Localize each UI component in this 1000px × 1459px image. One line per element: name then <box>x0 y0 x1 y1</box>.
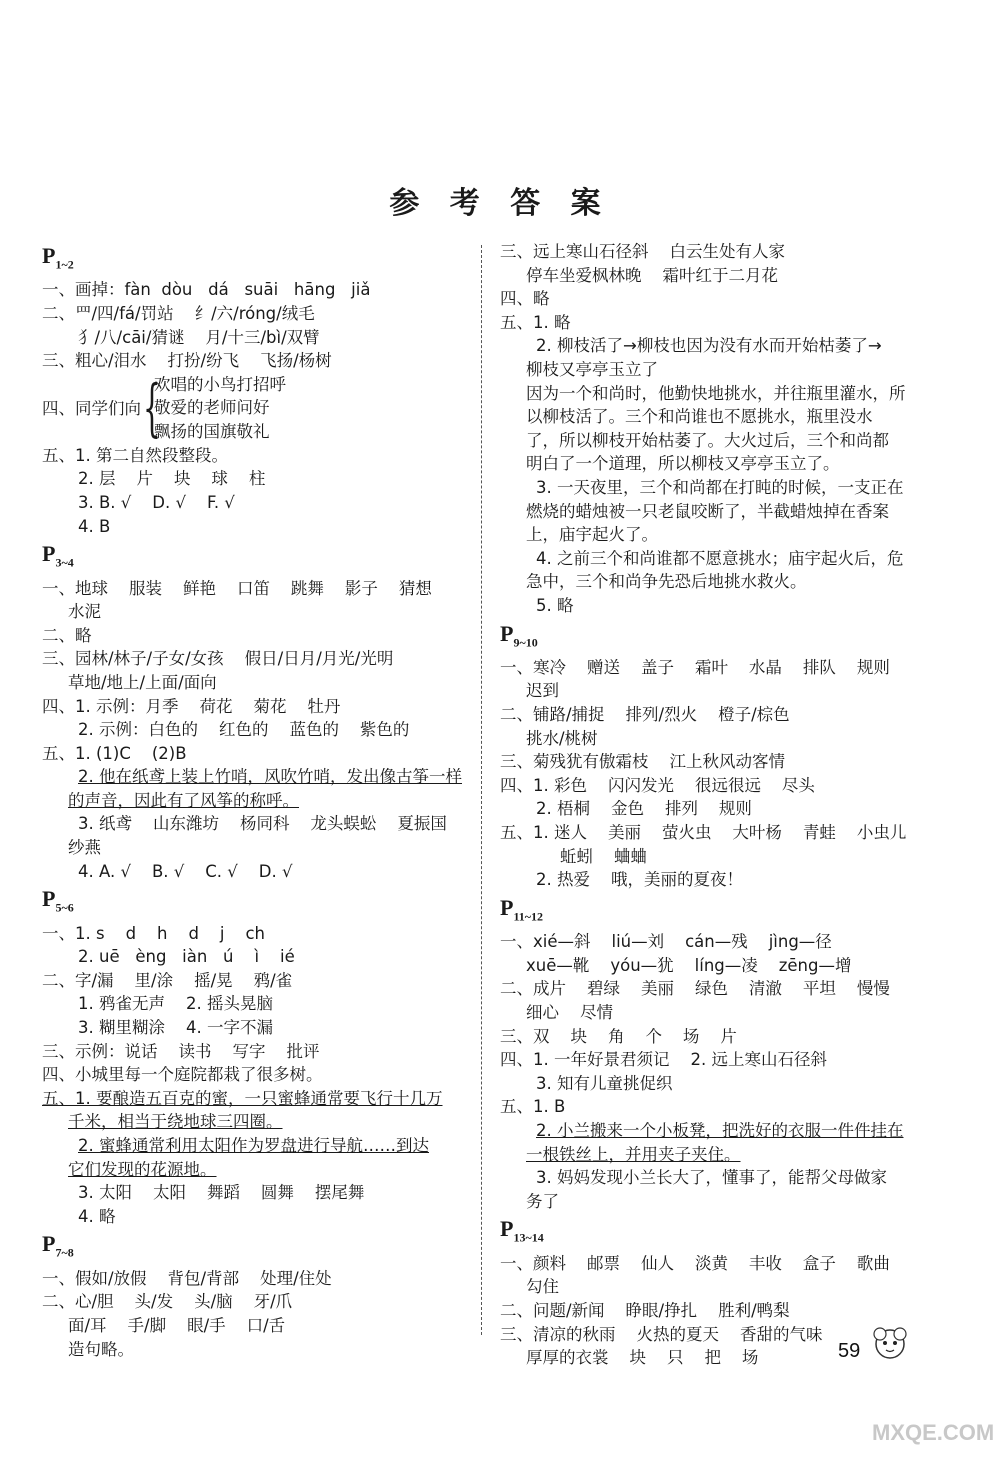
answer-line: 一、假如/放假 背包/背部 处理/住处 <box>42 1268 332 1288</box>
answer-line: 一、颜料 邮票 仙人 淡黄 丰收 盒子 歌曲 <box>500 1253 890 1273</box>
brace-items <box>154 373 286 444</box>
answer-line: 5. 略 <box>536 595 574 615</box>
answer-line: 一、地球 服装 鲜艳 口笛 跳舞 影子 猜想 <box>42 578 432 598</box>
answer-line: 三、粗心/泪水 打扮/纷飞 飞扬/杨树 <box>42 351 332 371</box>
answer-line: 五、1. 略 <box>500 312 571 332</box>
answer-line: 2. 示例：白色的 红色的 蓝色的 紫色的 <box>78 720 410 740</box>
answer-line: 三、菊残犹有傲霜枝 江上秋风动客情 <box>500 752 785 772</box>
answer-line: 五、1. 迷人 美丽 萤火虫 大叶杨 青蛙 小虫儿 <box>500 823 907 843</box>
answer-line: 三、示例：说话 读书 写字 批评 <box>42 1041 320 1061</box>
page-number: 59 <box>838 1340 861 1362</box>
answer-line: 二、罒/四/fá/罚站 纟/六/róng/绒毛 <box>42 303 315 323</box>
answer-line: 2. 蜜蜂通常利用太阳作为罗盘进行导航……到达 <box>78 1135 429 1155</box>
answer-line: 四、1. 彩色 闪闪发光 很远很远 尽头 <box>500 775 815 795</box>
answer-line: 二、成片 碧绿 美丽 绿色 清澈 平坦 慢慢 <box>500 979 890 999</box>
section-heading-p13: $P_{13\sim 14}$ <box>500 1216 544 1245</box>
column-divider <box>481 245 482 1335</box>
answer-line: 二、心/胆 头/发 头/脑 牙/爪 <box>42 1292 293 1312</box>
answer-line: 急中，三个和尚争先恐后地挑水救火。 <box>526 572 807 592</box>
answer-line: 务了 <box>526 1191 559 1211</box>
answer-line: 明白了一个道理，所以柳枝又亭亭玉立了。 <box>526 454 840 474</box>
answer-line: 三、清凉的秋雨 火热的夏天 香甜的气味 <box>500 1324 823 1344</box>
answer-line: 三、园林/林子/子女/女孩 假日/日月/月光/光明 <box>42 649 394 669</box>
answer-line: 一、xié—斜 liú—刘 cán—残 jìng—径 <box>500 932 832 952</box>
answer-line: 二、问题/新闻 睁眼/挣扎 胜利/鸭梨 <box>500 1300 790 1320</box>
answer-line: 犭/八/cāi/猜谜 月/十三/bì/双臂 <box>78 327 320 347</box>
answer-line: 一、1. s d h d j ch <box>42 923 265 943</box>
section-heading-p11: $P_{11\sim 12}$ <box>500 894 544 924</box>
answer-line: 以柳枝活了。三个和尚谁也不愿挑水，瓶里没水 <box>526 407 873 427</box>
page-title: 参 考 答 案 <box>389 186 611 221</box>
answer-line: 三、双 块 角 个 场 片 <box>500 1026 737 1046</box>
answer-line: 因为一个和尚时，他勤快地挑水，并往瓶里灌水，所 <box>526 383 906 403</box>
section-heading-p1: $P_{1\sim 2}$ <box>42 243 74 272</box>
answer-line: 2. 柳枝活了→柳枝也因为没有水而开始枯萎了→ <box>536 336 882 356</box>
brace-group <box>42 370 462 444</box>
answer-line: 二、略 <box>42 625 92 645</box>
answer-line: 五、1. B <box>500 1097 566 1117</box>
answer-line: 纱燕 <box>68 838 101 858</box>
answer-line: 3. 纸鸢 山东潍坊 杨同科 龙头蜈蚣 夏振国 <box>78 814 447 834</box>
answer-line: 停车坐爱枫林晚 霜叶红于二月花 <box>526 265 778 285</box>
answer-line: 4. B <box>78 516 111 536</box>
answer-line: 迟到 <box>526 681 559 701</box>
answer-line: 五、1. 要酿造五百克的蜜，一只蜜蜂通常要飞行十几万 <box>42 1088 443 1108</box>
answer-line: 3. B. √ D. √ F. √ <box>78 492 235 512</box>
answer-line: 2. 梧桐 金色 排列 规则 <box>536 799 752 819</box>
answer-line: 三、远上寒山石径斜 白云生处有人家 <box>500 242 785 261</box>
answer-line: 四、1. 示例：月季 荷花 菊花 牡丹 <box>42 696 341 716</box>
answer-line: 它们发现的花源地。 <box>68 1159 217 1179</box>
answer-line: 勾住 <box>526 1277 559 1297</box>
answer-line: 4. A. √ B. √ C. √ D. √ <box>78 861 293 881</box>
answer-line: 蚯蚓 蛐蛐 <box>560 846 647 866</box>
section-heading-p7: $P_{7\sim 8}$ <box>42 1231 74 1260</box>
answer-line: 3. 太阳 太阳 舞蹈 圆舞 摆尾舞 <box>78 1183 365 1203</box>
answer-line: 4. 略 <box>78 1206 116 1226</box>
answer-line: 五、1. 第二自然段整段。 <box>42 445 228 465</box>
section-heading-p5: $P_{5\sim 6}$ <box>42 886 74 915</box>
answer-line: 一根铁丝上，并用夹子夹住。 <box>526 1144 741 1164</box>
answer-line: 1. 鸦雀无声 2. 摇头晃脑 <box>78 994 273 1014</box>
section-heading-p9: $P_{9\sim 10}$ <box>500 620 538 649</box>
answer-line: 五、1. (1)C (2)B <box>42 743 187 763</box>
answer-line: 水泥 <box>68 602 101 622</box>
section-heading-p3: $P_{3\sim 4}$ <box>42 541 74 570</box>
answer-line: 四、1. 一年好景君须记 2. 远上寒山石径斜 <box>500 1050 827 1070</box>
answer-line: 挑水/桃树 <box>526 728 598 748</box>
answer-line: 2. 他在纸鸢上装上竹哨，风吹竹哨，发出像古筝一样 <box>78 767 462 787</box>
answer-line: 四、小城里每一个庭院都栽了很多树。 <box>42 1065 323 1085</box>
answer-line: 了，所以柳枝开始枯萎了。大火过后，三个和尚都 <box>526 430 889 450</box>
answer-line: 二、字/漏 里/涂 摇/晃 鸦/雀 <box>42 970 293 990</box>
answer-line: 2. 热爱 哦，美丽的夏夜！ <box>536 870 743 890</box>
answer-line: 3. 妈妈发现小兰长大了，懂事了，能帮父母做家 <box>536 1168 887 1188</box>
answer-line: 面/耳 手/脚 眼/手 口/舌 <box>68 1315 286 1335</box>
answer-line: 2. uē èng iàn ú ì ié <box>78 947 295 967</box>
answer-line: 的声音，因此有了风筝的称呼。 <box>68 790 299 810</box>
answer-line: 2. 小兰搬来一个小板凳，把洗好的衣服一件件挂在 <box>536 1120 904 1140</box>
brace-icon: { <box>143 370 161 444</box>
answer-line: 二、铺路/捕捉 排列/烈火 橙子/棕色 <box>500 705 790 725</box>
answer-line: 3. 知有儿童挑促织 <box>536 1073 673 1093</box>
answer-line: 一、画掉：fàn dòu dá suāi hāng jiǎ <box>42 280 371 300</box>
brace-lead: 四、同学们向 <box>42 398 141 418</box>
answer-line: 3. 糊里糊涂 4. 一字不漏 <box>78 1018 273 1038</box>
answer-line: 燃烧的蜡烛被一只老鼠咬断了，半截蜡烛掉在香案 <box>526 501 889 521</box>
answer-line: 4. 之前三个和尚谁都不愿意挑水；庙宇起火后，危 <box>536 548 904 568</box>
answer-line: 一、寒冷 赠送 盖子 霜叶 水晶 排队 规则 <box>500 657 890 677</box>
answer-line: 上，庙宇起火了。 <box>526 525 658 545</box>
answer-line: 2. 层 片 块 球 柱 <box>78 469 266 489</box>
answer-line: 厚厚的衣裳 块 只 把 场 <box>526 1348 759 1368</box>
answer-line: 3. 一天夜里，三个和尚都在打盹的时候，一支正在 <box>536 477 904 497</box>
sheep-mascot-icon <box>866 1322 914 1368</box>
answer-line: 草地/地上/上面/面向 <box>68 672 217 692</box>
left-column <box>42 240 462 1361</box>
brace-item: 飘扬的国旗敬礼 <box>154 421 270 441</box>
watermark: MXQE.COM <box>872 1420 995 1445</box>
answer-line: xuē—靴 yóu—犹 líng—凌 zēng—增 <box>526 955 852 975</box>
answer-line: 造句略。 <box>68 1339 134 1359</box>
right-column <box>500 240 920 1370</box>
answer-line: 四、略 <box>500 289 550 309</box>
answer-line: 柳枝又亭亭玉立了 <box>526 359 658 379</box>
answer-line: 细心 尽情 <box>526 1003 613 1022</box>
brace-item: 欢唱的小鸟打招呼 <box>154 374 286 394</box>
brace-item: 敬爱的老师问好 <box>154 398 270 418</box>
answer-line: 千米，相当于绕地球三四圈。 <box>68 1112 283 1132</box>
